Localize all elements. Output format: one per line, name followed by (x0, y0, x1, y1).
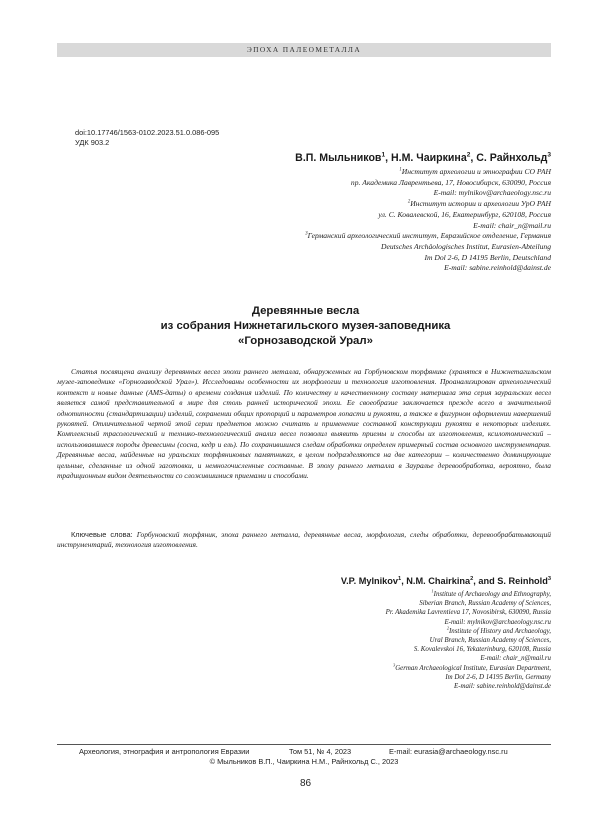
author-sup: 1 (381, 151, 386, 159)
title-line: Деревянные весла (251, 305, 360, 317)
affiliation-line (305, 178, 551, 189)
affiliations-en (386, 590, 551, 691)
affiliation-line (386, 682, 551, 691)
keywords (57, 530, 551, 551)
affiliation-line (386, 599, 551, 608)
title-line: «Горнозаводской Урал» (238, 335, 373, 347)
footer-divider (57, 744, 551, 745)
affiliation-text: Im Dol 2-6, D 14195 Berlin, Germany (445, 673, 551, 681)
affiliation-text: Институт истории и археологии УрО РАН (410, 199, 551, 209)
affiliation-line (305, 231, 551, 242)
affiliation-text: Institute of History and Archaeology, (448, 627, 551, 635)
author-name: Н.М. Чаиркина (390, 152, 467, 164)
affiliation-line (386, 645, 551, 654)
copyright-line: © Мыльников В.П., Чаиркина Н.М., Райнхольд С., 2023 (209, 757, 399, 766)
author-sup: 2 (466, 151, 471, 159)
keywords-label: Ключевые слова: (71, 530, 133, 539)
author-sup: 1 (398, 575, 402, 582)
affiliation-sup: 1 (431, 588, 434, 594)
affiliation-text: Im Dol 2-6, D 14195 Berlin, Deutschland (424, 252, 551, 262)
affiliation-sup: 2 (407, 199, 411, 205)
affiliation-line (386, 654, 551, 663)
article-title (60, 304, 551, 349)
affiliation-line (386, 618, 551, 627)
author-sup: 3 (547, 151, 551, 159)
affiliation-text: Германский археологический институт, Евразийское отделение, Германия (307, 231, 551, 241)
affiliation-line (305, 199, 551, 210)
affiliation-text: пр. Академика Лаврентьева, 17, Новосибирск, 630090, Россия (350, 177, 551, 187)
affiliation-sup: 1 (399, 167, 402, 173)
affiliation-line (386, 636, 551, 645)
keywords-text: Горбуновский торфяник, эпоха раннего металла, деревянные весла, морфология, следы обработки, деревообрабатывающий инструментарий, технология изготовления. (57, 530, 551, 550)
affiliation-line (386, 608, 551, 617)
affiliation-text: Deutsches Archäologisches Institut, Eurasien-Abteilung (381, 241, 551, 251)
author-name: N.M. Chairkina (406, 576, 471, 586)
affiliation-text: Институт археологии и этнографии СО РАН (401, 167, 551, 176)
affiliation-text: E-mail: chair_n@mail.ru (473, 220, 551, 230)
author-sup: 2 (470, 575, 474, 582)
affiliation-line (305, 221, 551, 232)
affiliation-text: Pr. Akademika Lavrentieva 17, Novosibirsk, 630090, Russia (385, 609, 551, 617)
title-line: из собрания Нижнетагильского музея-заповедника (160, 320, 451, 332)
affiliation-text: Ural Branch, Russian Academy of Sciences, (429, 637, 551, 645)
affiliation-text: E-mail: mylnikov@archaeology.nsc.ru (444, 618, 551, 626)
doi-line: doi:10.17746/1563-0102.2023.51.0.086-095 (75, 128, 220, 137)
affiliation-text: E-mail: sabine.reinhold@dainst.de (444, 263, 551, 273)
affiliation-sup: 2 (446, 625, 449, 631)
affiliation-text: E-mail: sabine.reinhold@dainst.de (454, 683, 551, 691)
page-number: 86 (299, 778, 312, 789)
affiliation-line (386, 673, 551, 682)
author-name: В.П. Мыльников (295, 152, 382, 164)
affiliation-text: S. Kovalevskoi 16, Yekaterinburg, 620108, Russia (413, 646, 551, 654)
section-header: ЭПОХА ПАЛЕОМЕТАЛЛА (57, 43, 551, 57)
affiliation-text: Institute of Archaeology and Ethnography, (433, 591, 551, 598)
author-sup: 3 (547, 575, 551, 582)
affiliation-line (386, 664, 551, 673)
affiliation-line (305, 210, 551, 221)
affiliation-sup: 3 (393, 662, 396, 668)
affiliation-sup: 3 (305, 231, 308, 237)
author-name: S. Reinhold (497, 576, 548, 586)
affiliation-line (305, 188, 551, 199)
journal-email: E-mail: eurasia@archaeology.nsc.ru (389, 747, 508, 756)
abstract: Статья посвящена анализу деревянных весел эпохи раннего металла, обнаруженных на Горбуновском торфянике (хранятся в Нижнетагильском музее-заповеднике «Горнозаводской Урал»). Исследованы особенности их морфологии и технология изготовления. Проанализирован археологический контекст и новые данные (AMS-даты) о времени создания изделий. По количеству и качественному составу материала эта серия зауральских весел является самой представительной в мире для столь ранней исторической эпохи. Ее своеобразие заключается прежде всего в значительной однотипности (стандартизации) изделий, сохранении общих пропорций и параметров лопасти и рукояти, а также в фигурном оформлении навершений рукоятей. Отличительной чертой этой серии предметов можно считать и применение составной конструкции рукояти в некоторых изделиях. Комплексный трасологический и технико-технологический анализ весел позволил выявить приемы и способы их изготовления, ксилотомический – использовавшиеся породы древесины (сосна, кедр и ель). По сохранившимся следам обработки определен примерный состав основного инструментария. Деревянные весла, найденные на уральских торфяниковых памятниках, в целом подразделяются на две категории – количественно доминирующие цельные, сделанные из одной заготовки, и немногочисленные составные. В эпоху раннего металла в Зауралье деревообработка, вероятно, была традиционным видом деятельности со сложившимися приемами и способами. (57, 367, 551, 481)
affiliation-line (386, 627, 551, 636)
journal-volume: Том 51, № 4, 2023 (289, 747, 352, 756)
affiliation-line (305, 253, 551, 264)
author-name: С. Райнхольд (476, 152, 548, 164)
affiliation-text: E-mail: mylnikov@archaeology.nsc.ru (433, 188, 551, 198)
affiliation-text: ул. С. Ковалевской, 16, Екатеринбург, 620108, Россия (378, 209, 551, 219)
authors-ru: В.П. Мыльников$^1$, Н.М. Чаиркина$^2$, С. Райнхольд$^3$ (295, 151, 551, 164)
affiliations-ru (305, 167, 551, 274)
affiliation-line (305, 242, 551, 253)
affiliation-text: Siberian Branch, Russian Academy of Sciences, (419, 600, 551, 608)
affiliation-text: E-mail: chair_n@mail.ru (480, 655, 551, 663)
affiliation-line (386, 590, 551, 599)
affiliation-text: German Archaeological Institute, Eurasian Department, (395, 664, 551, 672)
journal-name: Археология, этнография и антропология Евразии (79, 747, 250, 756)
affiliation-line (305, 263, 551, 274)
udc-line: УДК 903.2 (75, 138, 110, 147)
author-name: V.P. Mylnikov (340, 576, 399, 586)
affiliation-line (305, 167, 551, 178)
authors-en: V.P. Mylnikov$^1$, N.M. Chairkina$^2$, and S. Reinhold$^3$ (340, 575, 551, 586)
